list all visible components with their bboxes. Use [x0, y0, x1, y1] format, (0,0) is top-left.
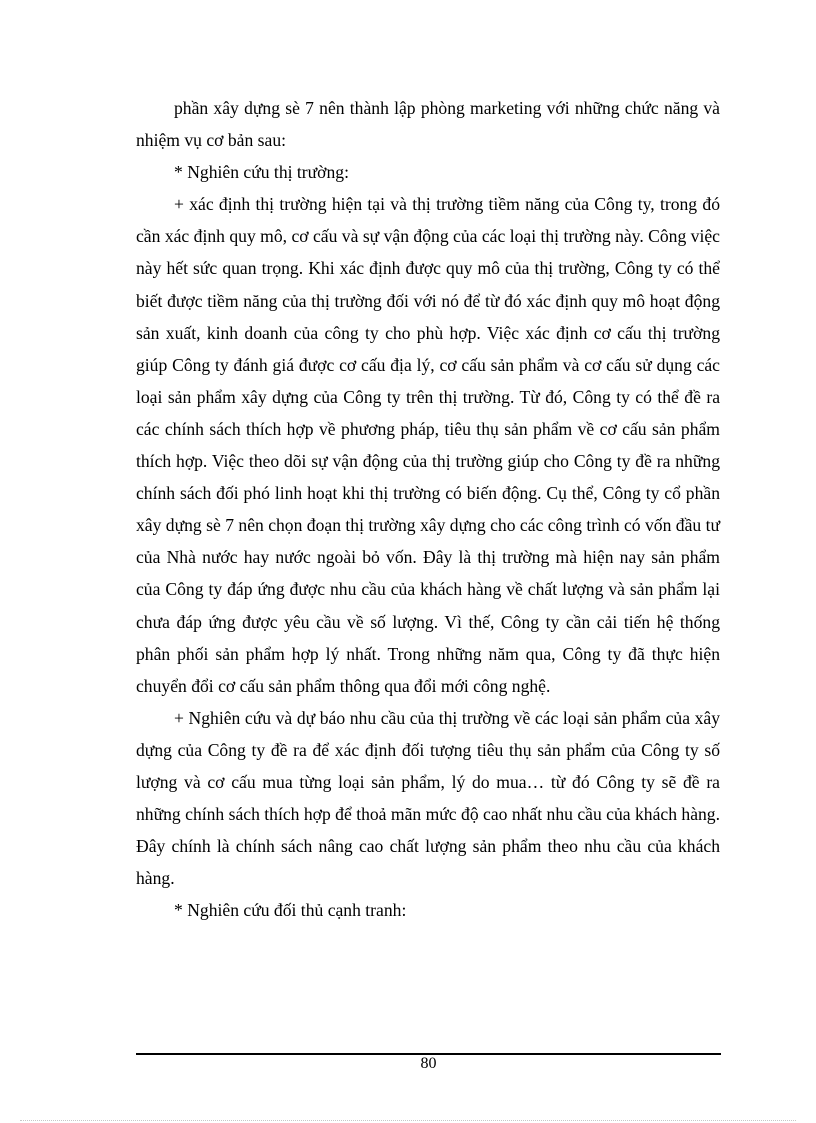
page-bottom-edge [20, 1120, 796, 1121]
paragraph-demand-forecast: + Nghiên cứu và dự báo nhu cầu của thị trường về các loại sản phẩm của xây dựng của Công ty đề ra để xác định đối tượng tiêu thụ sản phẩm của Công ty số lượng và cơ cấu mua từng loại sản phẩm, lý do mua… từ đó Công ty sẽ đề ra những chính sách thích hợp để thoả mãn mức độ cao nhất nhu cầu của khách hàng. Đây chính là chính sách nâng cao chất lượng sản phẩm theo nhu cầu của khách hàng. [136, 707, 720, 889]
paragraph-market-identification: + xác định thị trường hiện tại và thị trường tiềm năng của Công ty, trong đó cần xác định quy mô, cơ cấu và sự vận động của các loại thị trường này. Công việc này hết sức quan trọng. Khi xác định được quy mô của thị trường, Công ty có thể biết được tiềm năng của thị trường đối với nó để từ đó xác định quy mô hoạt động sản xuất, kinh doanh của công ty cho phù hợp. Việc xác định cơ cấu thị trường giúp Công ty đánh giá được cơ cấu địa lý, cơ cấu sản phẩm và cơ cấu sử dụng các loại sản phẩm xây dựng của Công ty trên thị trường. Từ đó, Công ty có thể đề ra các chính sách thích hợp về phương pháp, tiêu thụ sản phẩm về cơ cấu sản phẩm thích hợp. Việc theo dõi sự vận động của thị trường giúp cho Công ty đề ra những chính sách đối phó linh hoạt khi thị trường có biến động. Cụ thể, Công ty cổ phần xây dựng sè 7 nên chọn đoạn thị trường xây dựng cho các công trình có vốn đầu tư của Nhà nước hay nước ngoài bỏ vốn. Đây là thị trường mà hiện nay sản phẩm của Công ty đáp ứng được nhu cầu của khách hàng về chất lượng và sản phẩm lại chưa đáp ứng được yêu cầu về số lượng. Vì thế, Công ty cần cải tiến hệ thống phân phối sản phẩm hợp lý nhất. Trong những năm qua, Công ty đã thực hiện chuyển đổi cơ cấu sản phẩm thông qua đổi mới công nghệ. [136, 194, 720, 696]
heading-market-research: * Nghiên cứu thị trường: [174, 162, 349, 183]
heading-competitor-research: * Nghiên cứu đối thủ cạnh tranh: [174, 900, 407, 921]
body-text [136, 92, 720, 926]
paragraph-continuation: phần xây dựng sè 7 nên thành lập phòng marketing với những chức năng và nhiệm vụ cơ bản sau: [136, 98, 720, 151]
page-number: 80 [420, 1055, 437, 1072]
